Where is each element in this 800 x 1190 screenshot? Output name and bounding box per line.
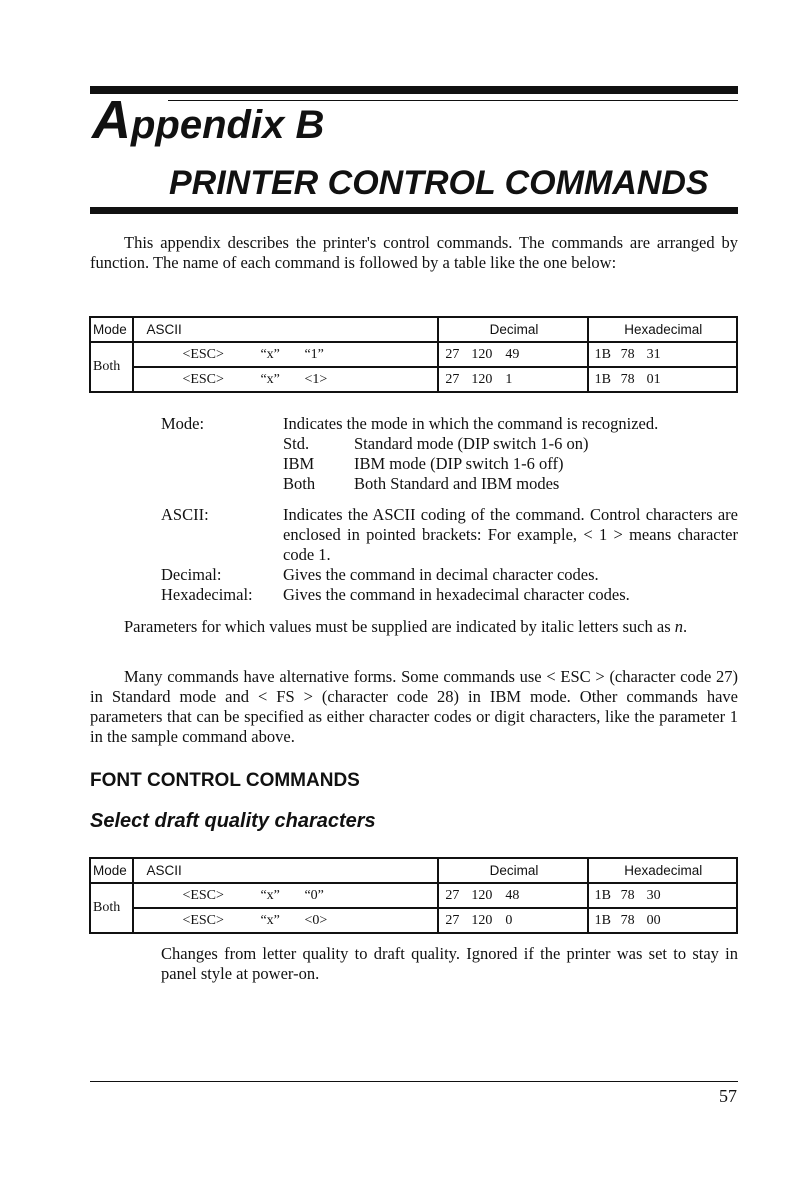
mode-value-both: Both Standard and IBM modes	[354, 474, 560, 493]
table-row	[90, 367, 737, 392]
table-row	[90, 342, 737, 367]
hex-part: 78	[620, 912, 635, 928]
hex-cell	[588, 367, 737, 392]
decimal-part: 48	[505, 887, 520, 903]
def-term-hexadecimal: Hexadecimal:	[161, 585, 253, 604]
section-title: FONT CONTROL COMMANDS	[90, 770, 360, 791]
ascii-part: <1>	[304, 371, 328, 387]
hex-cell	[588, 908, 737, 933]
draft-command-table	[89, 857, 738, 934]
header-hexadecimal: Hexadecimal	[588, 317, 737, 342]
ascii-part: <ESC>	[182, 912, 224, 928]
def-term-ascii: ASCII:	[161, 505, 209, 524]
decimal-cell	[438, 908, 587, 933]
table-header-row	[90, 317, 737, 342]
hex-part: 1B	[594, 346, 611, 362]
def-text-ascii: Indicates the ASCII coding of the command. Control characters are enclosed in pointed brackets: For example, < 1 > means character code 1.	[283, 505, 738, 564]
table-row	[90, 908, 737, 933]
header-ascii: ASCII	[133, 317, 438, 342]
table-header-row	[90, 858, 737, 883]
params-text-after: .	[683, 617, 688, 636]
ascii-cell	[133, 342, 438, 367]
header-decimal: Decimal	[438, 317, 587, 342]
top-thick-rule	[90, 86, 738, 94]
draft-description: Changes from letter quality to draft quality. Ignored if the printer was set to stay in panel style at power-on.	[161, 944, 738, 983]
ascii-part: “x”	[260, 912, 280, 928]
decimal-part: 120	[471, 887, 493, 903]
hex-part: 1B	[594, 371, 611, 387]
decimal-part: 0	[505, 912, 513, 928]
decimal-cell	[438, 883, 587, 908]
params-text-before: Parameters for which values must be supplied are indicated by italic letters such as	[124, 617, 675, 636]
decimal-part: 27	[445, 371, 460, 387]
decimal-cell	[438, 342, 587, 367]
appendix-rest: ppendix B	[131, 103, 325, 147]
decimal-part: 1	[505, 371, 513, 387]
def-term-decimal: Decimal:	[161, 565, 222, 584]
decimal-part: 27	[445, 887, 460, 903]
hex-part: 30	[646, 887, 661, 903]
hex-part: 78	[620, 887, 635, 903]
ascii-part: “x”	[260, 371, 280, 387]
decimal-part: 120	[471, 346, 493, 362]
decimal-part: 120	[471, 912, 493, 928]
decimal-part: 120	[471, 371, 493, 387]
mode-key-both: Both	[283, 474, 316, 493]
hex-part: 31	[646, 346, 661, 362]
forms-text: Many commands have alternative forms. Some commands use < ESC > (character code 27) in Standard mode and < FS > (character code 28) in IBM mode. Other commands have parameters that can be specified as either character codes or digit characters, like the parameter 1 in the sample command above.	[90, 667, 738, 746]
header-mode: Mode	[90, 858, 133, 883]
header-ascii: ASCII	[133, 858, 438, 883]
hex-part: 1B	[594, 887, 611, 903]
subsection-title: Select draft quality characters	[90, 810, 376, 832]
hex-cell	[588, 883, 737, 908]
mode-value-std: Standard mode (DIP switch 1-6 on)	[354, 434, 589, 453]
sample-command-table	[89, 316, 738, 393]
page-number: 57	[719, 1086, 737, 1106]
hex-part: 01	[646, 371, 661, 387]
ascii-part: <ESC>	[182, 371, 224, 387]
table-row	[90, 883, 737, 908]
mode-cell: Both	[90, 342, 133, 392]
hex-part: 78	[620, 346, 635, 362]
title-underline-rule	[90, 207, 738, 214]
mode-value-ibm: IBM mode (DIP switch 1-6 off)	[354, 454, 564, 473]
ascii-part: “0”	[304, 887, 324, 903]
ascii-part: <ESC>	[182, 346, 224, 362]
hex-cell	[588, 342, 737, 367]
def-text-decimal: Gives the command in decimal character codes.	[283, 565, 599, 584]
forms-paragraph	[90, 667, 738, 747]
appendix-letter: A	[92, 90, 131, 150]
ascii-cell	[133, 367, 438, 392]
header-hexadecimal: Hexadecimal	[588, 858, 737, 883]
appendix-title	[92, 90, 325, 150]
def-text-mode: Indicates the mode in which the command is recognized.	[283, 414, 659, 433]
hex-part: 78	[620, 371, 635, 387]
intro-paragraph	[90, 233, 738, 273]
chapter-title: PRINTER CONTROL COMMANDS	[169, 164, 709, 202]
decimal-part: 49	[505, 346, 520, 362]
ascii-cell	[133, 883, 438, 908]
def-text-hexadecimal: Gives the command in hexadecimal character codes.	[283, 585, 630, 604]
ascii-part: “x”	[260, 346, 280, 362]
mode-key-std: Std.	[283, 434, 310, 453]
header-decimal: Decimal	[438, 858, 587, 883]
ascii-part: “1”	[304, 346, 324, 362]
def-term-mode: Mode:	[161, 414, 205, 433]
mode-cell: Both	[90, 883, 133, 933]
decimal-cell	[438, 367, 587, 392]
hex-part: 00	[646, 912, 661, 928]
ascii-cell	[133, 908, 438, 933]
hex-part: 1B	[594, 912, 611, 928]
params-paragraph	[90, 617, 738, 637]
footer-rule	[90, 1081, 738, 1082]
intro-text: This appendix describes the printer's control commands. The commands are arranged by function. The name of each command is followed by a table like the one below:	[90, 233, 738, 272]
decimal-part: 27	[445, 912, 460, 928]
header-mode: Mode	[90, 317, 133, 342]
decimal-part: 27	[445, 346, 460, 362]
params-italic-n: n	[674, 617, 683, 636]
mode-key-ibm: IBM	[283, 454, 315, 473]
ascii-part: <0>	[304, 912, 328, 928]
ascii-part: “x”	[260, 887, 280, 903]
ascii-part: <ESC>	[182, 887, 224, 903]
